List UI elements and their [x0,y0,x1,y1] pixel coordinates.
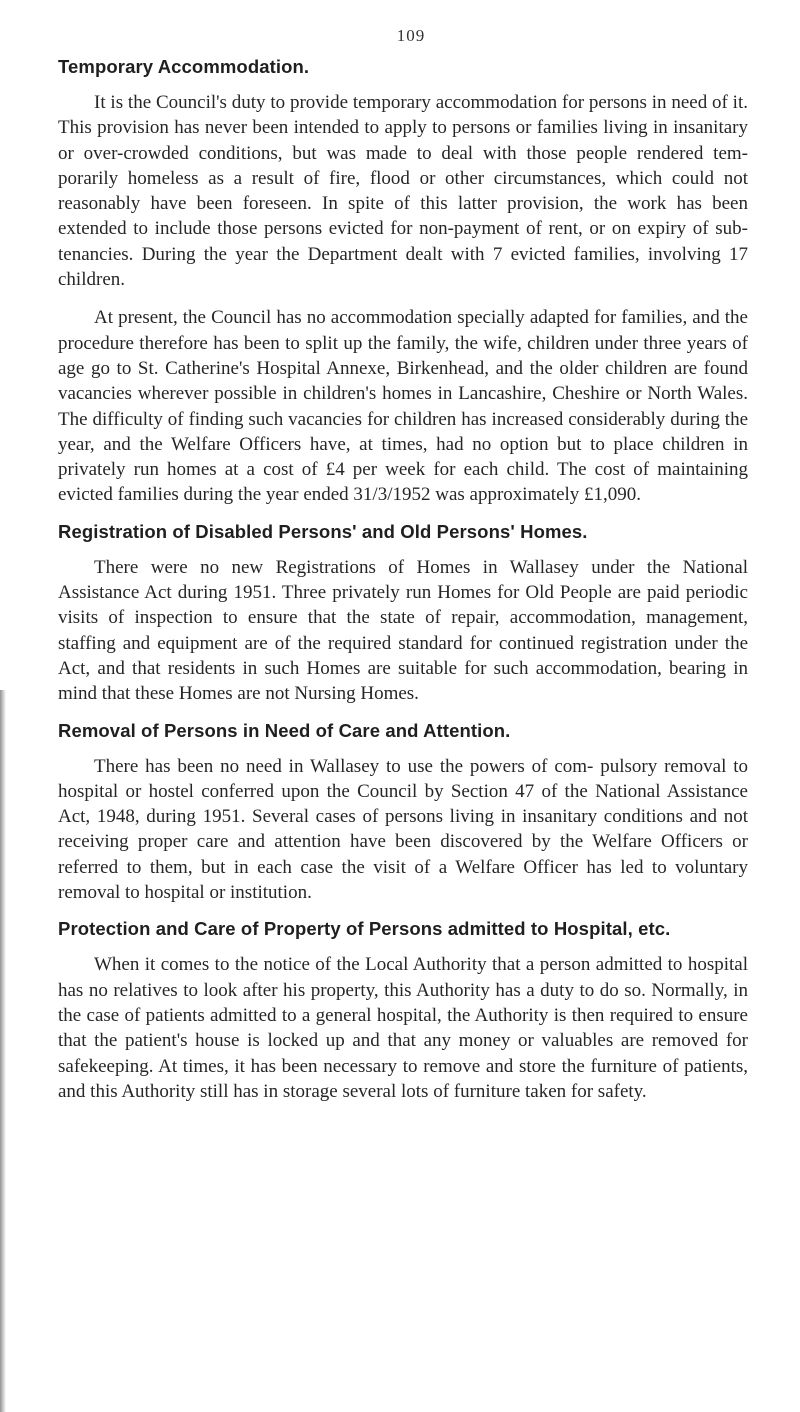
section-registration-of-homes [58,521,748,707]
paragraph: When it comes to the notice of the Local Authority that a person admitted to hospital has no relatives to look after his property, this Authority has a duty to do so. Normally, in the case of patients admitted to a general hospital, the Authority is then required to ensure that the patient's house is locked up and that any money or valuables are removed for safekeeping. At times, it has been necessary to remove and store the furniture of patients, and this Authority still has in storage several lots of furniture taken for safety. [58,954,748,1102]
paragraph: There has been no need in Wallasey to use the powers of com- pulsory removal to hospital or hostel conferred upon the Council by Section 47 of the National Assistance Act, 1948, during 1951. Several cases of persons living in insanitary conditions and not receiving proper care and attention have been discovered by the Welfare Officers or referred to them, but in each case the visit of a Welfare Officer has led to voluntary removal to hospital or institution. [58,755,748,904]
section-heading: Registration of Disabled Persons' and Old Persons' Homes. [58,520,588,542]
scan-edge-shadow [0,690,6,1412]
section-removal-of-persons [58,720,748,906]
paragraph: At present, the Council has no accommodation specially adapted for families, and the procedure therefore has been to split up the family, the wife, children under three years of age go to St. Catherine's Hospital Annexe, Birkenhead, and the older children are found vacancies wherever possible in children's homes in Lancashire, Cheshire or North Wales. The difficulty of finding such vacancies for children has increased considerably during the year, and the Welfare Officers have, at times, had no option but to place children in privately run homes at a cost of £4 per week for each child. The cost of maintaining evicted families during the year ended 31/3/1952 was approximately £1,090. [58,307,748,506]
paragraph: It is the Council's duty to provide temporary accommodation for persons in need of it. This provision has never been intended to apply to persons or families living in insanitary or over-crowded conditions, but was made to deal with those people rendered tem- porarily homeless as a result of fire, flood or other circumstances, which could not reasonably have been foreseen. In spite of this latter provision, the work has been extended to include those persons evicted for non-payment of rent, or on expiry of sub-tenancies. During the year the Department dealt with 7 evicted families, involving 17 children. [58,92,748,291]
section-heading: Protection and Care of Property of Persons admitted to Hospital, etc. [58,918,671,940]
section-heading: Temporary Accommodation. [58,56,310,77]
paragraph: There were no new Registrations of Homes in Wallasey under the National Assistance Act during 1951. Three privately run Homes for Old People are paid periodic visits of inspection to ensure that the state of repair, accommodation, management, staffing and equipment are of the required standard for continued registration under the Act, and that residents in such Homes are suitable for such accommodation, bearing in mind that these Homes are not Nursing Homes. [58,556,748,705]
section-protection-of-property [58,918,748,1104]
section-temporary-accommodation [58,56,748,508]
section-heading: Removal of Persons in Need of Care and Attention. [58,719,511,741]
page-number: 109 [396,26,426,45]
